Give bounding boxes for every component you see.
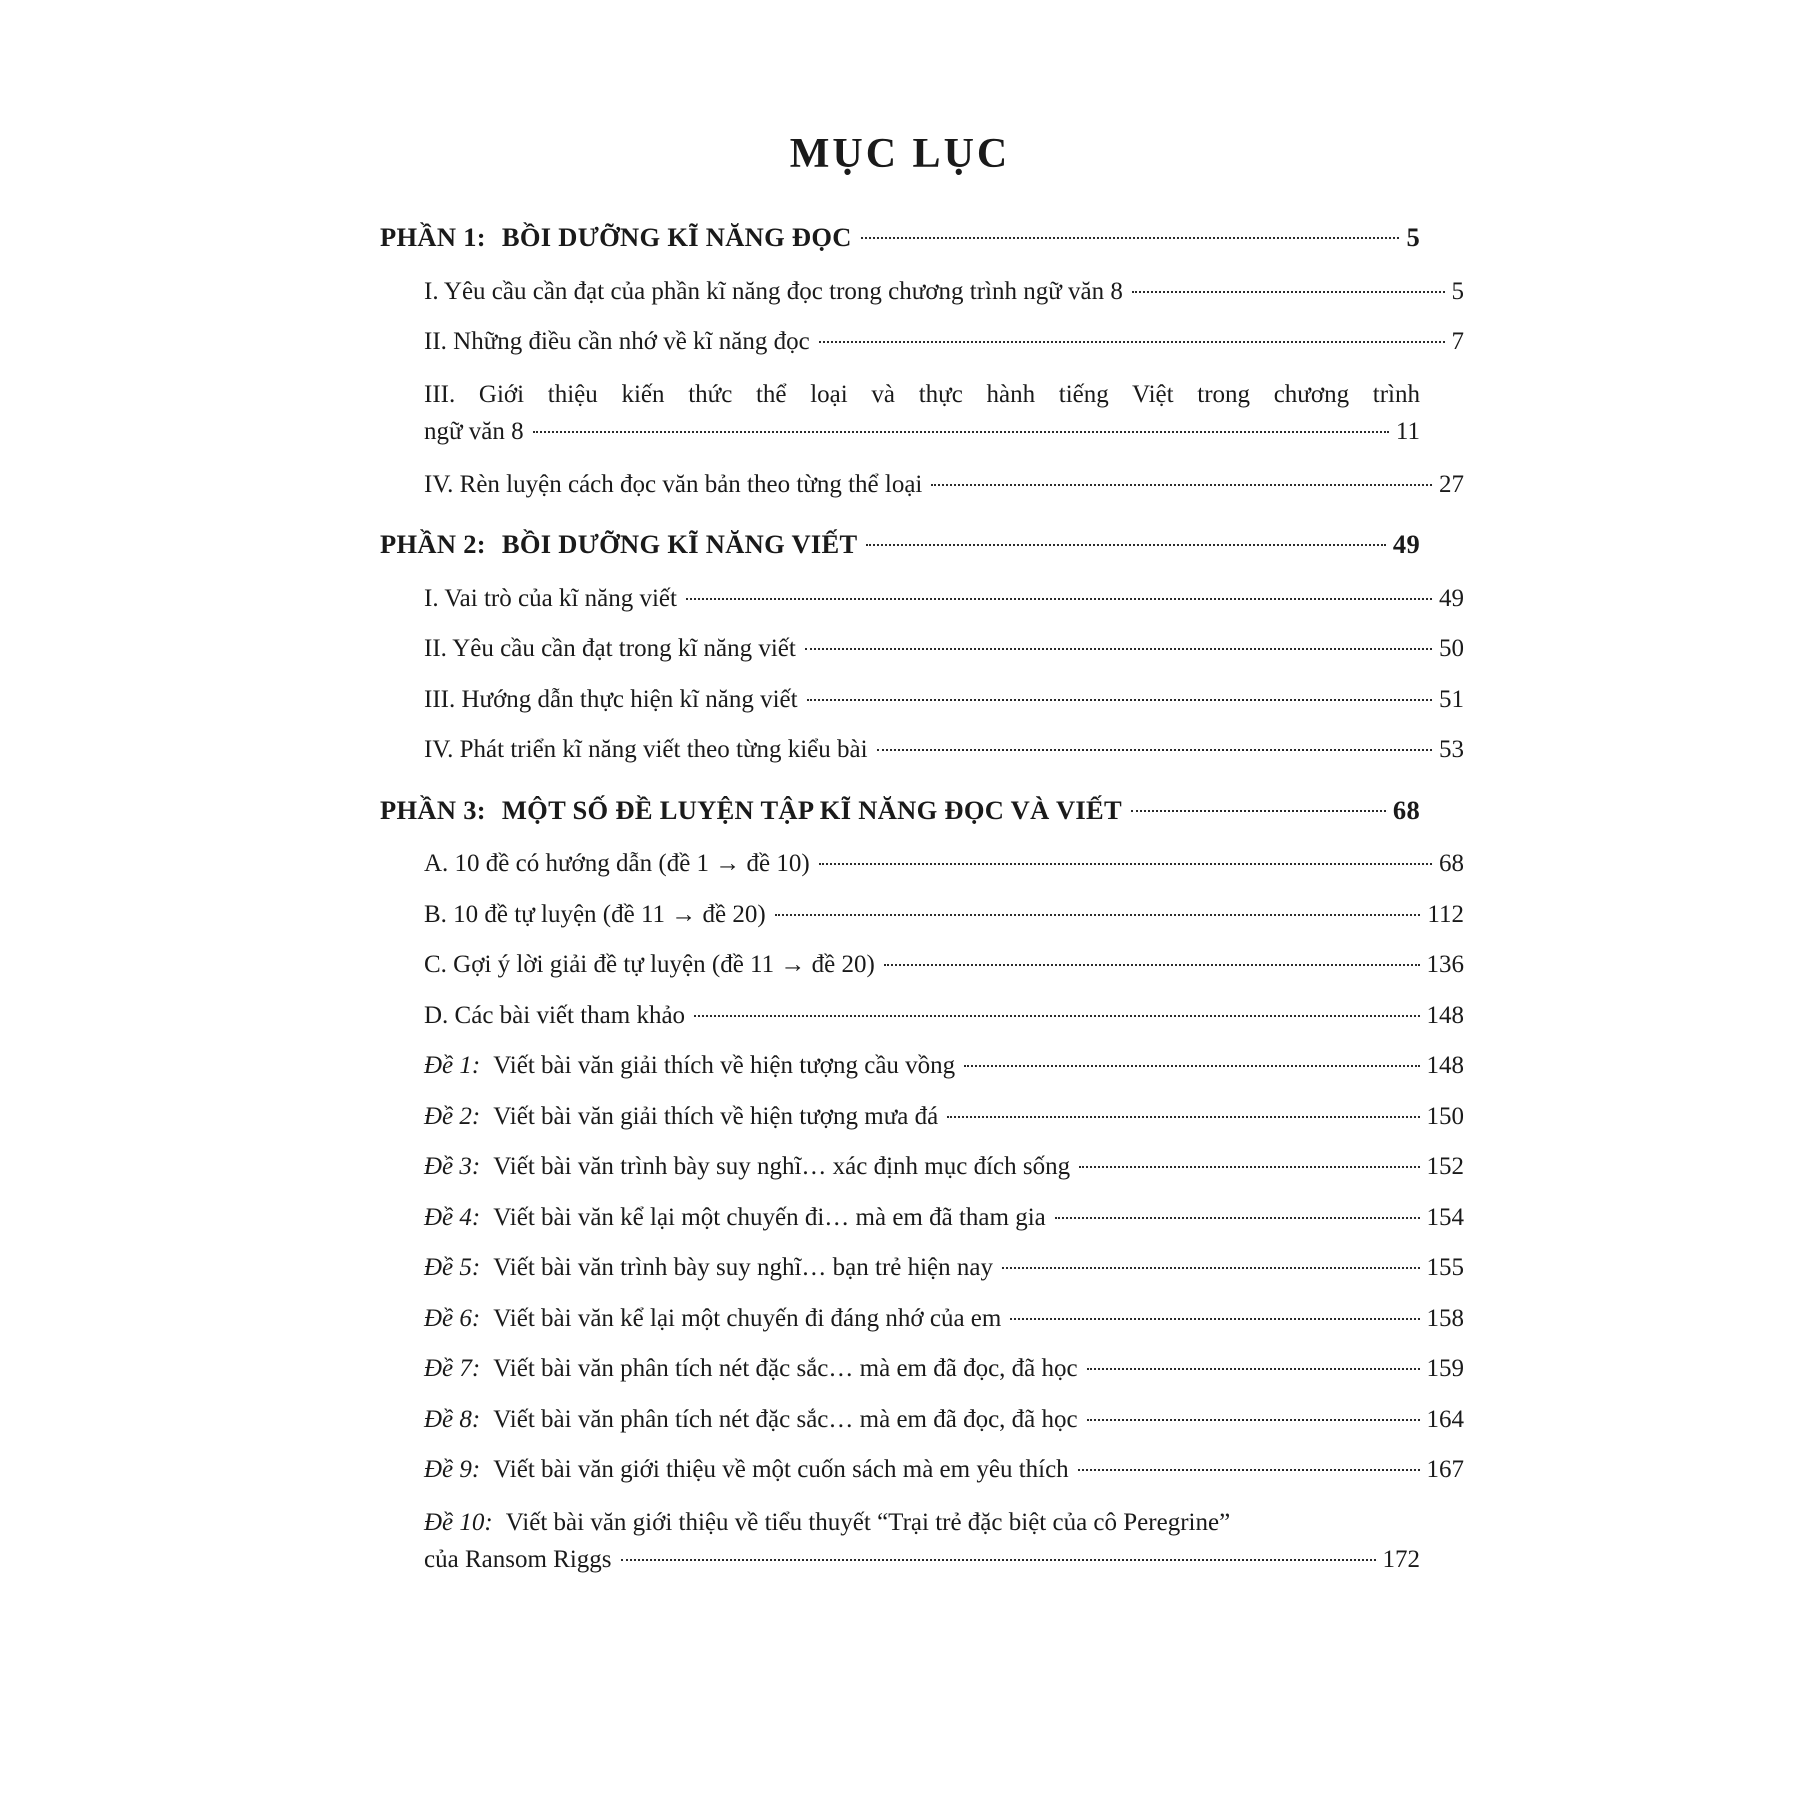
part-2-title: BỒI DƯỠNG KĨ NĂNG VIẾT — [501, 529, 858, 559]
dot-leader — [775, 914, 1421, 916]
toc-entry-de[interactable] — [380, 1403, 1464, 1437]
toc-entry-label: III. Giới thiệu kiến thức thể loại và thực hành tiếng Việt trong chương trình — [424, 380, 1420, 408]
toc-entry[interactable] — [380, 376, 1420, 451]
de-text: Viết bài văn phân tích nét đặc sắc… mà em đã đọc, đã học — [493, 1405, 1078, 1433]
dot-leader — [1087, 1368, 1420, 1370]
de-label: Đề 2: — [424, 1102, 481, 1130]
toc-entry-de[interactable] — [380, 1302, 1464, 1336]
part-2-label: PHẦN 2: — [380, 529, 486, 559]
toc-entry-de[interactable] — [380, 1150, 1464, 1184]
dot-leader — [686, 598, 1432, 600]
dot-leader — [931, 484, 1432, 486]
toc-entry[interactable] — [380, 468, 1464, 502]
toc-entry-page: 49 — [1439, 584, 1464, 612]
dot-leader — [866, 544, 1385, 546]
toc-entry[interactable] — [380, 325, 1464, 359]
de-text: Viết bài văn kể lại một chuyến đi… mà em đã tham gia — [493, 1203, 1046, 1231]
toc-entry-label: C. Gợi ý lời giải đề tự luyện (đề 11 → đề 20) — [424, 951, 875, 978]
dot-leader — [1078, 1469, 1420, 1471]
de-page: 150 — [1426, 1102, 1464, 1130]
dot-leader — [947, 1116, 1419, 1118]
de-text: Viết bài văn kể lại một chuyến đi đáng nhớ của em — [493, 1304, 1002, 1332]
de-page: 159 — [1426, 1355, 1464, 1382]
part-2-page: 49 — [1392, 529, 1420, 559]
toc-entry-label: IV. Rèn luyện cách đọc văn bản theo từng thể loại — [424, 470, 923, 498]
de-page: 158 — [1426, 1304, 1464, 1332]
toc-entry[interactable] — [380, 898, 1464, 932]
de-text: Viết bài văn giới thiệu về tiểu thuyết “Trại trẻ đặc biệt của cô Peregrine” — [505, 1508, 1231, 1536]
toc-entry-label: II. Những điều cần nhớ về kĩ năng đọc — [424, 328, 810, 355]
part-heading-3 — [380, 793, 1420, 829]
toc-entry-label-cont: ngữ văn 8 — [424, 418, 524, 445]
toc-entry-page: 136 — [1426, 951, 1464, 978]
de-page: 167 — [1426, 1456, 1464, 1483]
dot-leader — [861, 237, 1400, 239]
toc-entry-de[interactable] — [380, 1201, 1464, 1235]
de-label: Đề 9: — [424, 1456, 481, 1483]
toc-entry-de[interactable] — [380, 1504, 1420, 1579]
de-text: Viết bài văn giải thích về hiện tượng cầu vồng — [493, 1052, 956, 1079]
toc-entry-page: 11 — [1395, 418, 1420, 445]
dot-leader — [1079, 1166, 1419, 1168]
part-heading-2 — [380, 527, 1420, 563]
de-page: 172 — [1382, 1546, 1420, 1573]
part-1-label: PHẦN 1: — [380, 222, 486, 252]
de-label: Đề 7: — [424, 1355, 481, 1382]
part-3-label: PHẦN 3: — [380, 794, 486, 825]
dot-leader — [1055, 1217, 1420, 1219]
toc-entry-page: 148 — [1426, 1001, 1464, 1029]
toc-entry-label: II. Yêu cầu cần đạt trong kĩ năng viết — [424, 635, 796, 662]
de-text: Viết bài văn phân tích nét đặc sắc… mà em đã đọc, đã học — [493, 1355, 1078, 1382]
dot-leader — [1087, 1419, 1420, 1421]
dot-leader — [1131, 810, 1386, 812]
page-title: MỤC LỤC — [789, 131, 1011, 177]
dot-leader — [819, 341, 1445, 343]
de-text: Viết bài văn trình bày suy nghĩ… xác định mục đích sống — [493, 1153, 1071, 1180]
toc-entry[interactable] — [380, 733, 1464, 767]
toc-entry[interactable] — [380, 582, 1464, 616]
toc-entry-de[interactable] — [380, 1049, 1464, 1083]
de-page: 164 — [1426, 1405, 1464, 1433]
toc-entry[interactable] — [380, 999, 1464, 1033]
dot-leader — [1132, 291, 1445, 293]
toc-entry[interactable] — [380, 948, 1464, 982]
part-heading-1 — [380, 220, 1420, 256]
toc-entry-page: 51 — [1439, 685, 1464, 713]
dot-leader — [1010, 1318, 1419, 1320]
dot-leader — [1002, 1267, 1419, 1269]
de-page: 155 — [1426, 1254, 1464, 1281]
toc-entry-label: D. Các bài viết tham khảo — [424, 1001, 686, 1029]
dot-leader — [884, 964, 1420, 966]
dot-leader — [964, 1065, 1419, 1067]
toc-entry-label: A. 10 đề có hướng dẫn (đề 1 → đề 10) — [424, 850, 810, 877]
toc-entry-label: B. 10 đề tự luyện (đề 11 → đề 20) — [424, 900, 766, 928]
toc-entry-page: 112 — [1427, 900, 1464, 928]
de-page: 148 — [1426, 1052, 1464, 1079]
toc-entry-de[interactable] — [380, 1100, 1464, 1134]
de-label: Đề 1: — [424, 1052, 481, 1079]
toc-entry-page: 5 — [1451, 277, 1464, 305]
dot-leader — [819, 863, 1432, 865]
de-label: Đề 5: — [424, 1254, 481, 1281]
toc-entry-label: I. Yêu cầu cần đạt của phần kĩ năng đọc trong chương trình ngữ văn 8 — [424, 277, 1123, 305]
dot-leader — [807, 699, 1432, 701]
de-page: 154 — [1426, 1203, 1464, 1231]
dot-leader — [533, 431, 1389, 433]
toc-entry-page: 50 — [1439, 635, 1464, 662]
part-1-page: 5 — [1406, 222, 1420, 252]
de-text: Viết bài văn giải thích về hiện tượng mưa đá — [493, 1102, 939, 1130]
part-1-title: BỒI DƯỠNG KĨ NĂNG ĐỌC — [501, 222, 852, 252]
de-text: Viết bài văn giới thiệu về một cuốn sách mà em yêu thích — [493, 1456, 1069, 1483]
part-3-page: 68 — [1392, 794, 1420, 825]
de-label: Đề 8: — [424, 1405, 481, 1433]
toc-entry[interactable] — [380, 847, 1464, 881]
part-3-title: MỘT SỐ ĐỀ LUYỆN TẬP KĨ NĂNG ĐỌC VÀ VIẾT — [501, 794, 1122, 825]
toc-entry[interactable] — [380, 683, 1464, 717]
de-label: Đề 4: — [424, 1203, 481, 1231]
dot-leader — [805, 648, 1432, 650]
toc-entry-page: 53 — [1439, 736, 1464, 763]
toc-entry-de[interactable] — [380, 1453, 1464, 1487]
de-label: Đề 3: — [424, 1153, 481, 1180]
de-text-cont: của Ransom Riggs — [424, 1546, 612, 1573]
toc-entry-page: 68 — [1439, 850, 1464, 877]
toc-entry-label: IV. Phát triển kĩ năng viết theo từng kiểu bài — [424, 736, 868, 763]
dot-leader — [877, 749, 1432, 751]
toc-entry[interactable] — [380, 632, 1464, 666]
toc-entry-page: 7 — [1451, 328, 1464, 355]
toc-entry[interactable] — [380, 275, 1464, 309]
toc-entry-label: I. Vai trò của kĩ năng viết — [424, 584, 677, 612]
de-label: Đề 10: — [424, 1508, 493, 1536]
de-text: Viết bài văn trình bày suy nghĩ… bạn trẻ hiện nay — [493, 1254, 994, 1281]
toc-entry-label: III. Hướng dẫn thực hiện kĩ năng viết — [424, 685, 798, 713]
de-label: Đề 6: — [424, 1304, 481, 1332]
toc-entry-page: 27 — [1439, 470, 1464, 498]
toc-entry-de[interactable] — [380, 1352, 1464, 1386]
dot-leader — [621, 1559, 1376, 1561]
dot-leader — [694, 1015, 1419, 1017]
toc-entry-de[interactable] — [380, 1251, 1464, 1285]
de-page: 152 — [1426, 1153, 1464, 1180]
